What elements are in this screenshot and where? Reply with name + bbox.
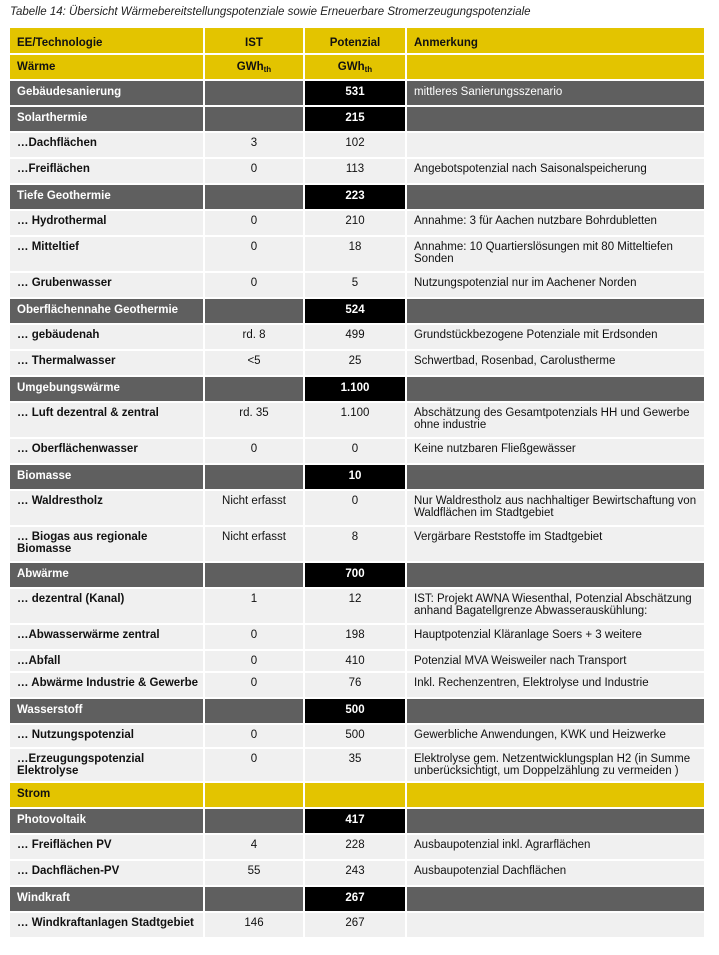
ist-value: 1 [205, 589, 305, 625]
category-row [10, 465, 704, 491]
header-unit-row [10, 55, 704, 81]
ist-value: 0 [205, 651, 305, 673]
technology-name: … dezentral (Kanal) [10, 589, 205, 625]
note-cell: Inkl. Rechenzentren, Elektrolyse und Industrie [407, 673, 704, 699]
note-cell: Nur Waldrestholz aus nachhaltiger Bewirtschaftung von Waldflächen im Stadtgebiet [407, 491, 704, 527]
potenzial-value: 18 [305, 237, 407, 273]
potenzial-cell [305, 783, 407, 809]
ist-cell [205, 107, 305, 133]
category-name: Solarthermie [10, 107, 205, 133]
ist-value: 0 [205, 211, 305, 237]
category-name: Wasserstoff [10, 699, 205, 725]
potenzial-value: 1.100 [305, 403, 407, 439]
ist-cell [205, 185, 305, 211]
category-row [10, 107, 704, 133]
potenzial-value: 198 [305, 625, 407, 651]
ist-cell [205, 699, 305, 725]
header-technology: EE/Technologie [10, 28, 205, 55]
table-row [10, 651, 704, 673]
note-cell [407, 563, 704, 589]
table-row [10, 913, 704, 939]
ist-value: <5 [205, 351, 305, 377]
note-cell: Annahme: 10 Quartierslösungen mit 80 Mitteltiefen Sonden [407, 237, 704, 273]
potenzial-total: 1.100 [305, 377, 407, 403]
ist-value: 0 [205, 673, 305, 699]
ist-cell [205, 887, 305, 913]
potenzial-total: 500 [305, 699, 407, 725]
potenzial-total: 267 [305, 887, 407, 913]
category-name: Photovoltaik [10, 809, 205, 835]
potenzial-value: 76 [305, 673, 407, 699]
technology-name: … Hydrothermal [10, 211, 205, 237]
category-row [10, 377, 704, 403]
header-ist: IST [205, 28, 305, 55]
category-row [10, 887, 704, 913]
technology-name: … Biogas aus regionale Biomasse [10, 527, 205, 563]
note-cell: IST: Projekt AWNA Wiesenthal, Potenzial Abschätzung anhand Bagatellgrenze Abwasserauskühlung: [407, 589, 704, 625]
section-row-strom [10, 783, 704, 809]
table-row [10, 491, 704, 527]
category-name: Biomasse [10, 465, 205, 491]
note-cell: Ausbaupotenzial inkl. Agrarflächen [407, 835, 704, 861]
potenzial-total: 10 [305, 465, 407, 491]
technology-name: … Luft dezentral & zentral [10, 403, 205, 439]
note-cell: Hauptpotenzial Kläranlage Soers + 3 weitere [407, 625, 704, 651]
potenzial-value: 25 [305, 351, 407, 377]
note-cell: mittleres Sanierungsszenario [407, 81, 704, 107]
potenzial-value: 210 [305, 211, 407, 237]
header-potenzial: Potenzial [305, 28, 407, 55]
technology-name: … Waldrestholz [10, 491, 205, 527]
ist-value: 55 [205, 861, 305, 887]
technology-name: … gebäudenah [10, 325, 205, 351]
note-cell: Annahme: 3 für Aachen nutzbare Bohrdubletten [407, 211, 704, 237]
ist-cell [205, 783, 305, 809]
table-row [10, 159, 704, 185]
potenzial-value: 267 [305, 913, 407, 939]
category-name: Oberflächennahe Geothermie [10, 299, 205, 325]
potenzial-value: 5 [305, 273, 407, 299]
technology-name: … Nutzungspotenzial [10, 725, 205, 749]
potenzial-total: 417 [305, 809, 407, 835]
note-cell [407, 783, 704, 809]
note-cell [407, 377, 704, 403]
ist-value: 0 [205, 725, 305, 749]
table-row [10, 527, 704, 563]
ist-value: 0 [205, 159, 305, 185]
table-row [10, 211, 704, 237]
technology-name: … Grubenwasser [10, 273, 205, 299]
table-row [10, 861, 704, 887]
table-row [10, 325, 704, 351]
note-cell [407, 107, 704, 133]
note-cell: Gewerbliche Anwendungen, KWK und Heizwerke [407, 725, 704, 749]
ist-cell [205, 377, 305, 403]
technology-name: … Dachflächen-PV [10, 861, 205, 887]
ist-value: rd. 35 [205, 403, 305, 439]
potenzial-value: 0 [305, 491, 407, 527]
ist-value: Nicht erfasst [205, 491, 305, 527]
category-row [10, 699, 704, 725]
potenzial-total: 524 [305, 299, 407, 325]
potenzial-value: 243 [305, 861, 407, 887]
header-waerme: Wärme [10, 55, 205, 81]
ist-value: 0 [205, 439, 305, 465]
potenzial-value: 499 [305, 325, 407, 351]
table-row [10, 273, 704, 299]
technology-name: … Thermalwasser [10, 351, 205, 377]
potenzial-total: 215 [305, 107, 407, 133]
note-cell: Keine nutzbaren Fließgewässer [407, 439, 704, 465]
potenzial-value: 12 [305, 589, 407, 625]
ist-value: 146 [205, 913, 305, 939]
note-cell [407, 133, 704, 159]
unit-main: GWh [236, 61, 264, 73]
potenzial-total: 531 [305, 81, 407, 107]
note-cell: Abschätzung des Gesamtpotenzials HH und Gewerbe ohne industrie [407, 403, 704, 439]
section-name: Strom [10, 783, 205, 809]
category-row [10, 185, 704, 211]
ist-cell [205, 81, 305, 107]
ist-value: 0 [205, 237, 305, 273]
category-row [10, 299, 704, 325]
table-row [10, 439, 704, 465]
technology-name: … Mitteltief [10, 237, 205, 273]
category-row [10, 563, 704, 589]
note-cell [407, 699, 704, 725]
table-row [10, 673, 704, 699]
potenzial-value: 410 [305, 651, 407, 673]
table-row [10, 749, 704, 783]
note-cell [407, 465, 704, 491]
unit-main: GWh [337, 61, 365, 73]
ist-value: 0 [205, 625, 305, 651]
category-name: Umgebungswärme [10, 377, 205, 403]
unit-sub: th [263, 65, 272, 74]
potenzial-total: 223 [305, 185, 407, 211]
note-cell: Potenzial MVA Weisweiler nach Transport [407, 651, 704, 673]
category-name: Tiefe Geothermie [10, 185, 205, 211]
technology-name: … Abwärme Industrie & Gewerbe [10, 673, 205, 699]
technology-name: …Freiflächen [10, 159, 205, 185]
note-cell: Nutzungspotenzial nur im Aachener Norden [407, 273, 704, 299]
note-cell [407, 887, 704, 913]
note-cell: Grundstückbezogene Potenziale mit Erdsonden [407, 325, 704, 351]
ist-value: 0 [205, 273, 305, 299]
technology-name: … Windkraftanlagen Stadtgebiet [10, 913, 205, 939]
note-cell: Vergärbare Reststoffe im Stadtgebiet [407, 527, 704, 563]
table-row [10, 725, 704, 749]
table-row [10, 589, 704, 625]
potenzial-total: 700 [305, 563, 407, 589]
technology-name: …Abwasserwärme zentral [10, 625, 205, 651]
technology-name: … Oberflächenwasser [10, 439, 205, 465]
ist-cell [205, 563, 305, 589]
ist-value: 3 [205, 133, 305, 159]
table-row [10, 835, 704, 861]
ist-value: Nicht erfasst [205, 527, 305, 563]
potenzial-value: 35 [305, 749, 407, 783]
note-cell [407, 185, 704, 211]
potenzial-value: 500 [305, 725, 407, 749]
ist-value: rd. 8 [205, 325, 305, 351]
note-cell: Schwertbad, Rosenbad, Carolustherme [407, 351, 704, 377]
category-name: Abwärme [10, 563, 205, 589]
ist-cell [205, 465, 305, 491]
table-row [10, 351, 704, 377]
note-cell: Ausbaupotenzial Dachflächen [407, 861, 704, 887]
header-potenzial-unit [305, 55, 407, 81]
category-name: Windkraft [10, 887, 205, 913]
unit-sub: th [364, 65, 373, 74]
table-row [10, 133, 704, 159]
potential-table [10, 28, 704, 939]
note-cell [407, 299, 704, 325]
table-row [10, 625, 704, 651]
potenzial-value: 228 [305, 835, 407, 861]
ist-cell [205, 299, 305, 325]
category-row [10, 809, 704, 835]
technology-name: …Abfall [10, 651, 205, 673]
technology-name: …Dachflächen [10, 133, 205, 159]
note-cell [407, 913, 704, 939]
note-cell: Angebotspotenzial nach Saisonalspeicherung [407, 159, 704, 185]
technology-name: … Freiflächen PV [10, 835, 205, 861]
ist-value: 4 [205, 835, 305, 861]
header-ist-unit [205, 55, 305, 81]
category-name: Gebäudesanierung [10, 81, 205, 107]
header-anmerkung: Anmerkung [407, 28, 704, 55]
note-cell [407, 809, 704, 835]
ist-cell [205, 809, 305, 835]
potenzial-value: 0 [305, 439, 407, 465]
table-caption: Tabelle 14: Übersicht Wärmebereitstellungspotenziale sowie Erneuerbare Stromerzeugungspotenziale [10, 6, 531, 18]
ist-value: 0 [205, 749, 305, 783]
table-row [10, 237, 704, 273]
category-row [10, 81, 704, 107]
header-anmerkung-empty [407, 55, 704, 81]
potenzial-value: 113 [305, 159, 407, 185]
table-row [10, 403, 704, 439]
potenzial-value: 102 [305, 133, 407, 159]
potenzial-value: 8 [305, 527, 407, 563]
technology-name: …Erzeugungspotenzial Elektrolyse [10, 749, 205, 783]
header-row [10, 28, 704, 55]
note-cell: Elektrolyse gem. Netzentwicklungsplan H2 (in Summe unberücksichtigt, um Doppelzählung zu vermeiden ) [407, 749, 704, 783]
